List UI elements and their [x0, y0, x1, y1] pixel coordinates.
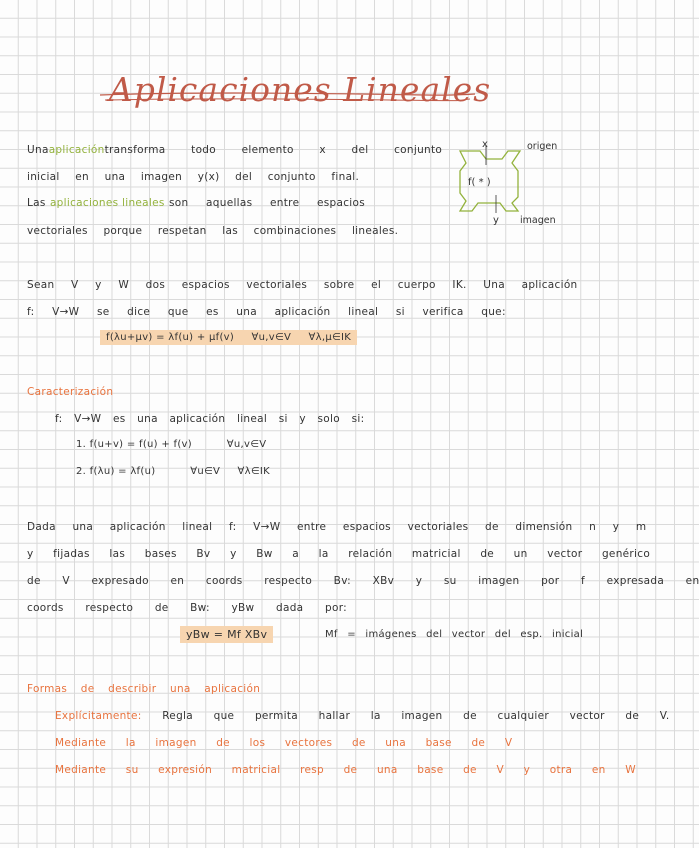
method-1-label: Explícitamente:: [55, 710, 142, 722]
matrix-line-1: Dada una aplicación lineal f: V→W entre espacios vectoriales de dimensión n y m: [27, 521, 647, 533]
diagram-y-label: y: [493, 215, 499, 226]
intro-text: transforma todo elemento x del conjunto: [104, 144, 443, 156]
page-title: Aplicaciones Lineales: [108, 70, 492, 109]
diagram-origin-label: origen: [527, 141, 558, 152]
characterization-heading: Caracterización: [27, 386, 114, 398]
term-aplicacion: aplicación: [48, 144, 105, 156]
matrix-line-3: de V expresado en coords respecto Bv: XBv y su imagen por f expresada en: [27, 575, 699, 587]
diagram-center-label: f( * ): [468, 177, 491, 188]
intro-line-4: vectoriales porque respetan las combinaciones lineales.: [27, 225, 399, 237]
intro-line-1: [27, 144, 443, 156]
title-strikethrough: [100, 90, 475, 104]
methods-heading: Formas de describir una aplicación: [27, 683, 261, 695]
matrix-formula: [180, 629, 273, 641]
diagram-image-label: imagen: [520, 215, 556, 226]
intro-text: son aquellas entre espacios: [168, 197, 365, 209]
intro-word: Las: [27, 197, 46, 209]
term-aplicaciones-lineales: aplicaciones lineales: [49, 197, 165, 209]
matrix-formula-highlight: yBw = Mf XBv: [180, 626, 273, 643]
function-diagram: [440, 135, 580, 230]
linearity-formula: [100, 333, 357, 343]
method-2: Mediante la imagen de los vectores de una base de V: [55, 737, 513, 749]
matrix-line-2: y fijadas las bases Bv y Bw a la relación matricial de un vector genérico: [27, 548, 651, 560]
intro-line-3: [27, 198, 365, 209]
definition-line-1: Sean V y W dos espacios vectoriales sobre el cuerpo IK. Una aplicación: [27, 279, 578, 291]
definition-line-2: f: V→W se dice que es una aplicación lineal si verifica que:: [27, 306, 506, 318]
matrix-line-4: coords respecto de Bw: yBw dada por:: [27, 602, 348, 614]
method-3: Mediante su expresión matricial resp de una base de V y otra en W: [55, 764, 636, 776]
method-1-text: Regla que permita hallar la imagen de cualquier vector de V.: [162, 710, 670, 722]
characterization-cond-2: 2. f(λu) = λf(u) ∀u∈V ∀λ∈IK: [76, 466, 271, 477]
diagram-x-label: x: [482, 139, 488, 150]
intro-line-2: inicial en una imagen y(x) del conjunto final.: [27, 171, 360, 183]
matrix-note: Mf = imágenes del vector del esp. inicial: [325, 629, 584, 640]
characterization-intro: f: V→W es una aplicación lineal si y solo si:: [55, 413, 365, 425]
method-1: [55, 711, 670, 722]
characterization-cond-1: 1. f(u+v) = f(u) + f(v) ∀u,v∈V: [76, 439, 267, 450]
linearity-formula-highlight: f(λu+μv) = λf(u) + μf(v) ∀u,v∈V ∀λ,μ∈IK: [100, 330, 357, 345]
intro-word: Una: [27, 144, 49, 156]
